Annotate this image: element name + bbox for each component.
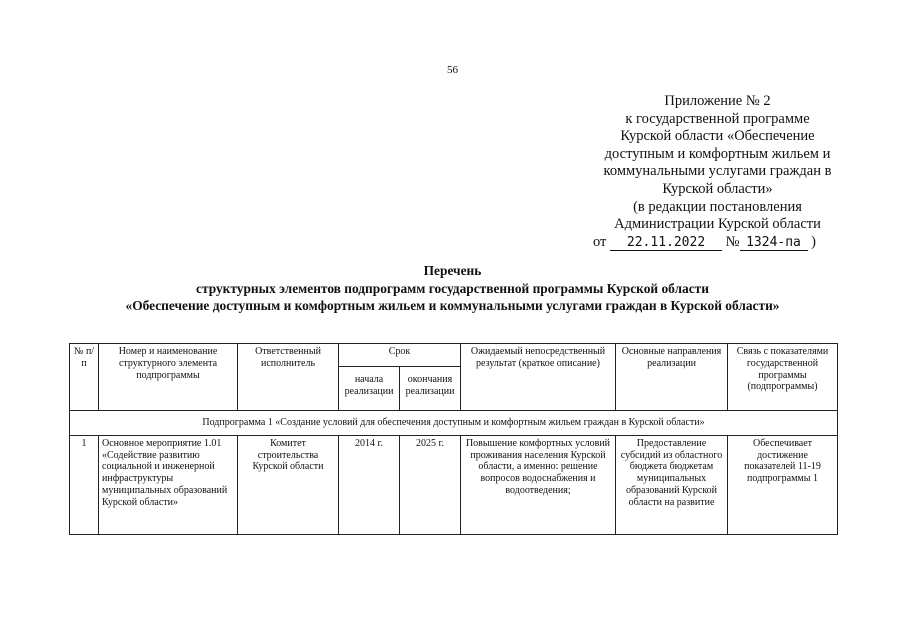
number-label: № (725, 233, 740, 250)
title-line: структурных элементов подпрограмм государственной программы Курской области (196, 280, 709, 296)
header-directions: Основные направления реализации (616, 344, 728, 411)
header-end: окончания реализации (400, 367, 461, 411)
cell-num: 1 (70, 435, 99, 534)
header-link: Связь с показателями государственной программы (подпрограммы) (728, 344, 838, 411)
resolution-number: 1324-па (740, 235, 808, 251)
page-number: 56 (447, 64, 458, 76)
cell-result: Повышение комфортных условий проживания населения Курской области, а именно: решение вопросов водоснабжения и водоотведения; (461, 435, 616, 534)
appendix-line: (в редакции постановления (633, 198, 802, 215)
appendix-line: доступным и комфортным жильем и (604, 145, 831, 162)
resolution-date: 22.11.2022 (610, 235, 722, 251)
table-header-row (70, 344, 838, 367)
cell-directions: Предоставление субсидий из областного бюджета бюджетам муниципальных образований Курской области на развитие (616, 435, 728, 534)
appendix-line: Приложение № 2 (664, 93, 771, 109)
header-result: Ожидаемый непосредственный результат (краткое описание) (461, 344, 616, 411)
appendix-line: к государственной программе (625, 110, 810, 127)
appendix-line: коммунальными услугами граждан в (603, 163, 832, 180)
cell-link: Обеспечивает достижение показателей 11-19 подпрограммы 1 (728, 435, 838, 534)
appendix-line: Курской области» (662, 180, 773, 197)
header-num: № п/п (70, 344, 99, 411)
resolution-date-line (585, 234, 850, 252)
cell-end: 2025 г. (400, 435, 461, 534)
title-line: Перечень (423, 263, 482, 278)
header-start: начала реализации (339, 367, 400, 411)
header-name: Номер и наименование структурного элемента подпрограммы (99, 344, 238, 411)
close-paren: ) (811, 233, 816, 250)
cell-name: Основное мероприятие 1.01 «Содействие развитию социальной и инженерной инфраструктуры муниципальных образований Курской области» (99, 435, 238, 534)
header-responsible: Ответственный исполнитель (238, 344, 339, 411)
subprogram-row (70, 411, 838, 436)
appendix-line: Курской области «Обеспечение (620, 128, 815, 145)
ot-label: от (593, 233, 607, 250)
appendix-block (585, 93, 850, 251)
structural-elements-table (69, 343, 838, 535)
appendix-line: Администрации Курской области (614, 216, 821, 233)
header-term: Срок (339, 344, 461, 367)
cell-start: 2014 г. (339, 435, 400, 534)
subprogram-title: Подпрограмма 1 «Создание условий для обеспечения доступным и комфортным жильем граждан в Курской области» (70, 411, 838, 436)
table-row (70, 435, 838, 534)
cell-responsible: Комитет строительства Курской области (238, 435, 339, 534)
document-title (40, 262, 865, 315)
title-line: «Обеспечение доступным и комфортным жильем и коммунальными услугами граждан в Курской области» (125, 298, 780, 313)
